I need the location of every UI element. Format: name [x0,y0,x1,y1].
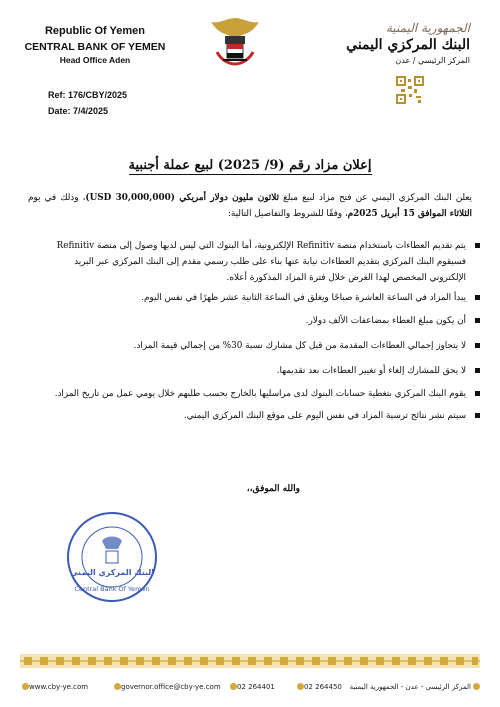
date-label: Date: [48,106,71,116]
stamp-arabic-name: البنك المركزي اليمني [69,568,155,577]
intro-part2: ، وذلك في يوم [28,193,86,203]
reference-block [48,87,127,119]
condition-item: يقوم البنك المركزي بتغطية حسابات البنوك لدى مراسليها بالخارج بحسب طلبهم خلال يومي عمل من تاريخ المزاد. [40,386,480,402]
bank-name-ar: البنك المركزي اليمني [346,37,470,53]
email-icon [114,683,121,690]
condition-item: لا يتجاوز إجمالي العطاءات المقدمة من قبل كل مشارك نسبة 30% من إجمالي قيمة المزاد. [40,338,480,354]
footer-phone2-text: 02 264450 [304,683,342,691]
conditions-list [40,238,480,424]
globe-icon [22,683,29,690]
phone-icon [230,683,237,690]
official-stamp-icon [66,511,158,603]
condition-item: يبدأ المزاد في الساعة العاشرة صباحًا ويغلق في الساعة الثانية عشر ظهرًا في نفس اليوم. [40,290,480,306]
intro-day: الثلاثاء الموافق 15 أبريل 2025م [347,209,472,219]
footer-phone2 [295,683,342,691]
reference-line [48,87,127,103]
condition-item: أن يكون مبلغ العطاء بمضاعفات الألف دولار. [40,313,480,329]
date-line [48,103,127,119]
office-name-ar: المركز الرئيسي / عدن [395,56,470,65]
header-english [20,24,170,66]
title-text: إعلان مزاد رقم (9/ 2025) لبيع عملة أجنبية [128,158,372,173]
footer-email[interactable] [112,683,221,691]
bank-name-en: CENTRAL BANK OF YEMEN [24,41,166,53]
intro-part3: ، وفقًا للشروط والتفاصيل التالية: [227,209,348,219]
location-icon [473,683,480,690]
stamp-english-name: Central Bank Of Yemen [74,585,150,593]
intro-amount: ثلاثون مليون دولار أمريكي (30,000,000 USD) [85,193,279,203]
intro-part1: يعلن البنك المركزي اليمني عن فتح مزاد لبيع مبلغ [278,193,472,203]
footer-phone1 [228,683,275,691]
fax-icon [297,683,304,690]
ref-label: Ref: [48,90,66,100]
date-value: 7/4/2025 [73,106,109,116]
country-name-ar: الجمهورية اليمنية [385,21,470,35]
decorative-border-band [20,654,480,668]
announcement-title [0,158,500,173]
office-name-en: Head Office Aden [59,55,131,65]
footer-address-text: المركز الرئيسي - عدن - الجمهورية اليمنية [349,683,471,691]
condition-item: سيتم نشر نتائج ترسية المزاد في نفس اليوم على موقع البنك المركزي اليمني. [40,408,480,424]
footer-website[interactable] [20,683,88,691]
country-name-en: Republic Of Yemen [44,25,146,37]
footer-phone1-text: 02 264401 [237,683,275,691]
header-arabic [320,20,470,67]
closing-text: والله الموفق،، [246,484,300,494]
footer-website-text: www.cby-ye.com [29,683,89,691]
footer-address [350,683,480,691]
footer-email-text: governor.office@cby-ye.com [121,683,221,691]
intro-paragraph [28,190,472,222]
ref-value: 176/CBY/2025 [68,90,128,100]
condition-item: يتم تقديم العطاءات باستخدام منصة Refinitiv الإلكترونية، أما البنوك التي ليس لديها وصول إلى منصة Refinitiv فسيقوم البنك المركزي بتقديم العطاءات نيابة عنها بناء على طلب رسمي مقدم إلى البنك المركزي عبر البريد الإلكتروني المخصص لهذا الغرض خلال فترة المزاد المذكورة أعلاه. [40,238,480,286]
yemen-emblem-icon [205,14,265,70]
qr-code-icon [396,76,424,104]
footer [20,683,480,695]
condition-item: لا يحق للمشارك إلغاء أو تغيير العطاءات بعد تقديمها. [40,363,480,379]
